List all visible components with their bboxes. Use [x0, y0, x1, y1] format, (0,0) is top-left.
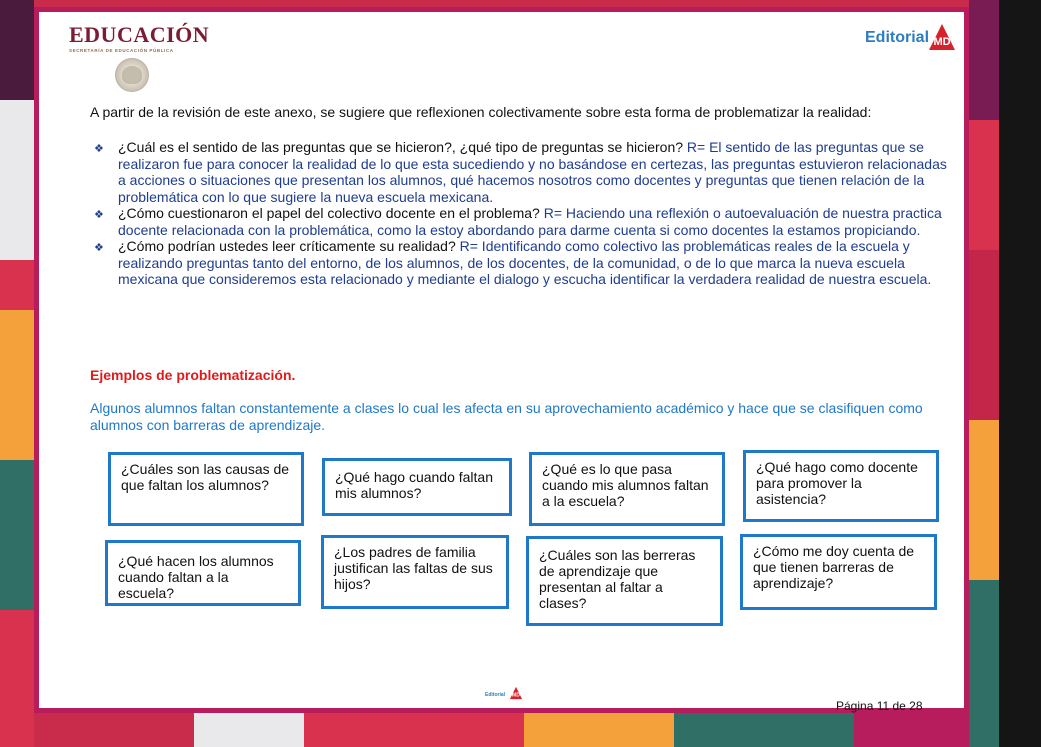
answer-text: R= Identificando como colectivo las problemáticas reales de la escuela y realizando preguntas tanto del entorno, de los alumnos, de los docentes, de la comunidad, o de lo que marca la nueva escuela mexicana que consideremos esta relacionado y mediante el dialogo y escucha identificar la verdadera realidad de nuestra escuela.	[118, 238, 932, 287]
reflection-question-list	[94, 139, 954, 288]
sep-logo-title: EDUCACIÓN	[69, 22, 210, 47]
answer-text: R= Haciendo una reflexión o autoevaluación de nuestra practica docente relacionada con la problemática, como la estoy abordando para darme cuenta si como docentes la estamos propiciando.	[118, 205, 942, 238]
list-item	[94, 139, 954, 205]
diamond-bullet-icon: ❖	[94, 143, 104, 155]
list-item	[94, 205, 954, 238]
editorial-brand-label: Editorial	[865, 29, 930, 46]
editorial-md-logo-icon	[509, 686, 523, 700]
sep-logo-subtitle: SECRETARÍA DE EDUCACIÓN PÚBLICA	[69, 48, 174, 53]
examples-heading: Ejemplos de problematización.	[90, 367, 296, 383]
examples-paragraph: Algunos alumnos faltan constantemente a clases lo cual les afecta en su aprovechamiento académico y hace que se clasifiquen como alumnos con barreras de aprendizaje.	[90, 400, 923, 433]
question-box: ¿Cuáles son las causas de que faltan los alumnos?	[108, 452, 304, 526]
question-box: ¿Qué hago como docente para promover la asistencia?	[743, 450, 939, 522]
question-text: ¿Cómo podrían ustedes leer críticamente su realidad?	[118, 238, 456, 254]
question-box: ¿Cuáles son las berreras de aprendizaje que presentan al faltar a clases?	[526, 536, 723, 626]
question-text: ¿Cómo cuestionaron el papel del colectivo docente en el problema?	[118, 205, 540, 221]
diamond-bullet-icon: ❖	[94, 242, 104, 254]
diamond-bullet-icon: ❖	[94, 209, 104, 221]
national-seal-icon	[115, 58, 149, 92]
page-sheet	[39, 12, 964, 713]
question-box: ¿Qué hago cuando faltan mis alumnos?	[322, 458, 512, 516]
answer-text: R= El sentido de las preguntas que se realizaron fue para conocer la realidad de lo que esta sucediendo y no basándose en certezas, las preguntas estuvieron relacionadas a acciones o situaciones que presentan los alumnos, qué hacemos nosotros como docentes y preguntas que tienen relación de la problemática con lo que sugiere la nueva escuela mexicana.	[118, 139, 947, 205]
question-box: ¿Qué es lo que pasa cuando mis alumnos faltan a la escuela?	[529, 452, 725, 526]
question-text: ¿Cuál es el sentido de las preguntas que se hicieron?, ¿qué tipo de preguntas se hicieron?	[118, 139, 684, 155]
svg-text:MD: MD	[933, 36, 951, 48]
intro-text: A partir de la revisión de este anexo, se sugiere que reflexionen colectivamente sobre esta forma de problematizar la realidad:	[90, 104, 872, 120]
document-page	[34, 7, 969, 713]
list-item	[94, 238, 954, 288]
page-number: Página 11 de 28	[836, 699, 923, 713]
editorial-md-logo-icon	[927, 22, 957, 52]
question-box: ¿Cómo me doy cuenta de que tienen barreras de aprendizaje?	[740, 534, 937, 610]
footer-brand-label: Editorial	[485, 692, 506, 698]
question-box: ¿Qué hacen los alumnos cuando faltan a la escuela?	[105, 540, 301, 606]
svg-text:MD: MD	[512, 692, 520, 699]
question-box: ¿Los padres de familia justifican las faltas de sus hijos?	[321, 535, 509, 609]
